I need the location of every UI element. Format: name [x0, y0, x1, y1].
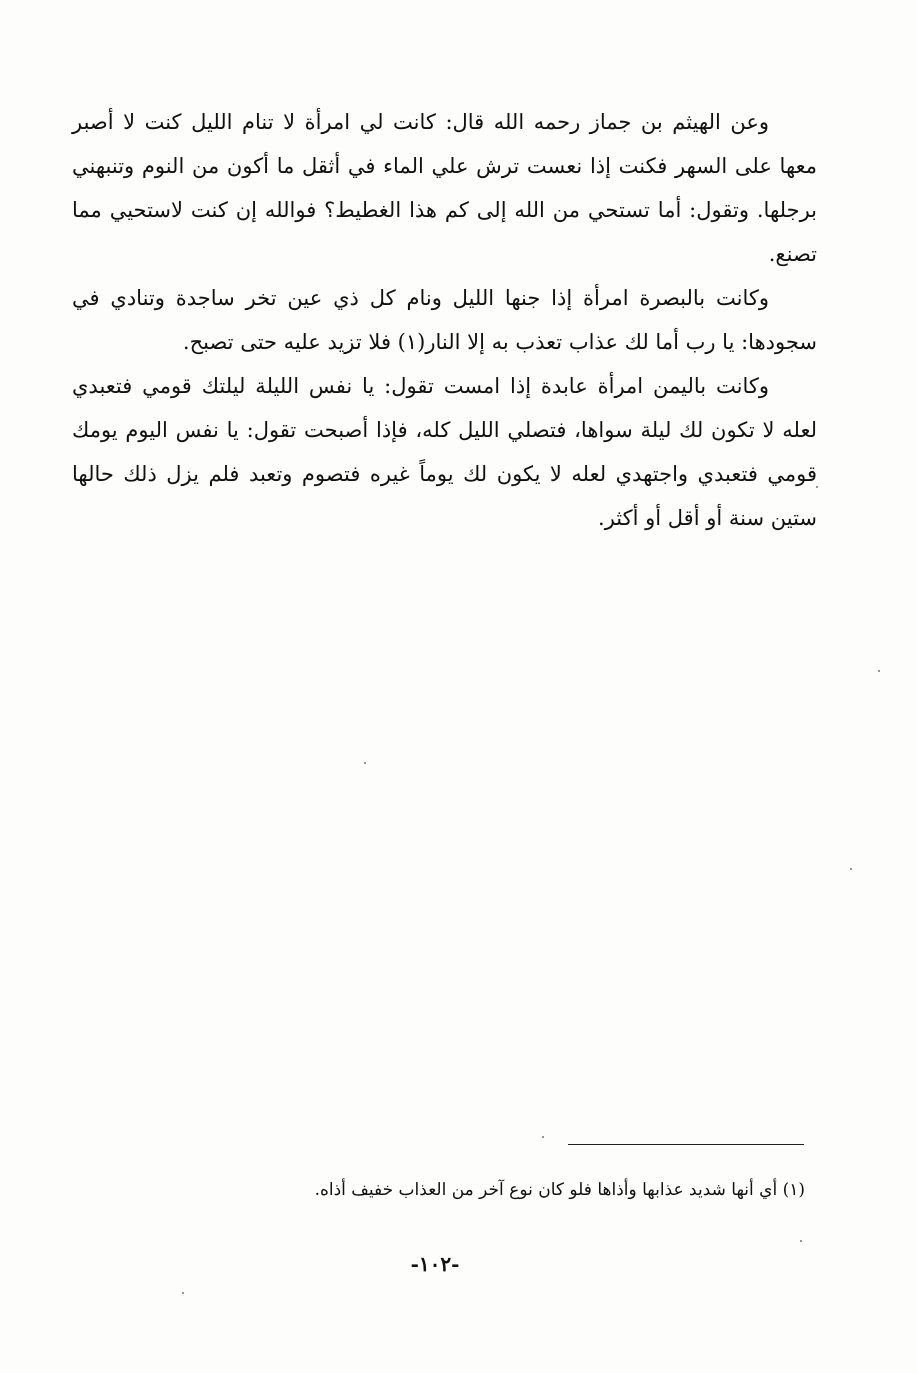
- scan-speck: [850, 868, 852, 870]
- scan-speck: [182, 1292, 184, 1294]
- footnote: (١) أي أنها شديد عذابها وأذاها فلو كان نوع آخر من العذاب خفيف أذاه.: [314, 1180, 805, 1200]
- main-text: [72, 100, 817, 540]
- page-number: -١٠٢-: [410, 1252, 460, 1276]
- scan-speck: [800, 1240, 802, 1242]
- scan-speck: [542, 1136, 544, 1138]
- footnote-separator: [568, 1144, 804, 1145]
- scan-speck: [878, 670, 880, 672]
- paragraph-yemen: وكانت باليمن امرأة عابدة إذا امست تقول: يا نفس الليلة ليلتك قومي فتعبدي لعله لا تكون لك ليلة سواها، فتصلي الليل كله، فإذا أصبحت تقول: يا نفس اليوم يومك قومي فتعبدي واجتهدي لعله لا يكون لك يوماً غيره فتصوم وتعبد فلم يزل ذلك حالها ستين سنة أو أقل أو أكثر.: [72, 374, 817, 530]
- paragraph-basra: وكانت بالبصرة امرأة إذا جنها الليل ونام كل ذي عين تخر ساجدة وتنادي في سجودها: يا رب أما لك عذاب تعذب به إلا النار(١) فلا تزيد عليه حتى تصبح.: [72, 286, 817, 354]
- paragraph-haytham: وعن الهيثم بن جماز رحمه الله قال: كانت لي امرأة لا تنام الليل كنت لا أصبر معها على السهر فكنت إذا نعست ترش علي الماء في أثقل ما أكون من النوم وتنبهني برجلها. وتقول: أما تستحي من الله إلى كم هذا الغطيط؟ فوالله إن كنت لاستحيي مما تصنع.: [72, 110, 818, 266]
- scan-speck: [816, 486, 818, 488]
- scan-speck: [364, 762, 366, 764]
